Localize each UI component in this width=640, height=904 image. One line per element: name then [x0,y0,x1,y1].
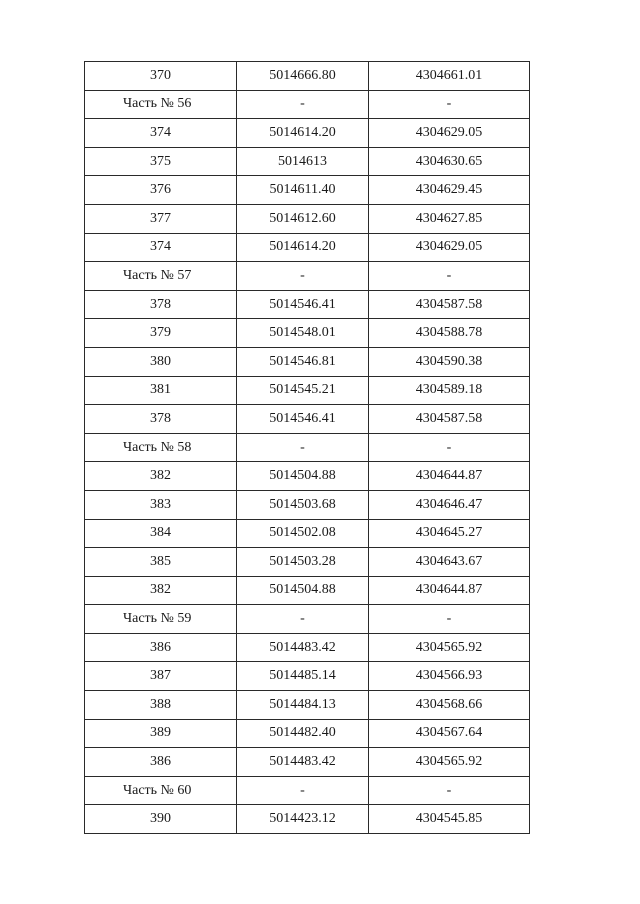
part-label-cell: Часть № 58 [85,433,237,462]
y-coordinate-cell: 4304567.64 [369,719,530,748]
point-number-cell: 374 [85,233,237,262]
x-coordinate-cell: 5014483.42 [237,748,369,777]
x-coordinate-cell: 5014612.60 [237,204,369,233]
table-row [85,805,530,834]
x-coordinate-cell: 5014613 [237,147,369,176]
coordinates-table-body [85,62,530,834]
table-row [85,176,530,205]
x-coordinate-cell: 5014546.41 [237,405,369,434]
point-number-cell: 386 [85,633,237,662]
y-coordinate-cell: 4304629.45 [369,176,530,205]
y-coordinate-cell: 4304629.05 [369,233,530,262]
y-coordinate-cell: 4304566.93 [369,662,530,691]
point-number-cell: 390 [85,805,237,834]
x-coordinate-cell: 5014484.13 [237,691,369,720]
table-row [85,462,530,491]
x-coordinate-cell: 5014482.40 [237,719,369,748]
x-coordinate-cell: 5014504.88 [237,462,369,491]
point-number-cell: 379 [85,319,237,348]
y-coordinate-cell: - [369,90,530,119]
point-number-cell: 388 [85,691,237,720]
x-coordinate-cell: 5014546.41 [237,290,369,319]
x-coordinate-cell: - [237,776,369,805]
y-coordinate-cell: - [369,605,530,634]
point-number-cell: 387 [85,662,237,691]
x-coordinate-cell: - [237,90,369,119]
table-row [85,748,530,777]
table-row [85,347,530,376]
y-coordinate-cell: 4304644.87 [369,576,530,605]
point-number-cell: 382 [85,576,237,605]
y-coordinate-cell: 4304565.92 [369,748,530,777]
y-coordinate-cell: 4304630.65 [369,147,530,176]
table-row [85,691,530,720]
x-coordinate-cell: 5014614.20 [237,119,369,148]
y-coordinate-cell: - [369,433,530,462]
point-number-cell: 389 [85,719,237,748]
part-label-cell: Часть № 60 [85,776,237,805]
point-number-cell: 385 [85,548,237,577]
x-coordinate-cell: 5014504.88 [237,576,369,605]
y-coordinate-cell: - [369,262,530,291]
y-coordinate-cell: 4304644.87 [369,462,530,491]
point-number-cell: 374 [85,119,237,148]
table-row [85,548,530,577]
part-label-cell: Часть № 59 [85,605,237,634]
x-coordinate-cell: 5014546.81 [237,347,369,376]
x-coordinate-cell: 5014611.40 [237,176,369,205]
table-row [85,719,530,748]
part-label-cell: Часть № 56 [85,90,237,119]
table-row [85,405,530,434]
point-number-cell: 370 [85,62,237,91]
part-label-cell: Часть № 57 [85,262,237,291]
x-coordinate-cell: 5014502.08 [237,519,369,548]
x-coordinate-cell: 5014545.21 [237,376,369,405]
point-number-cell: 378 [85,290,237,319]
x-coordinate-cell: - [237,433,369,462]
table-row [85,490,530,519]
coordinates-table [84,61,530,834]
y-coordinate-cell: 4304590.38 [369,347,530,376]
y-coordinate-cell: 4304643.67 [369,548,530,577]
y-coordinate-cell: 4304588.78 [369,319,530,348]
y-coordinate-cell: 4304587.58 [369,290,530,319]
y-coordinate-cell: 4304661.01 [369,62,530,91]
table-row [85,290,530,319]
table-row [85,576,530,605]
part-header-row [85,605,530,634]
x-coordinate-cell: 5014666.80 [237,62,369,91]
y-coordinate-cell: 4304627.85 [369,204,530,233]
table-row [85,62,530,91]
y-coordinate-cell: 4304545.85 [369,805,530,834]
point-number-cell: 375 [85,147,237,176]
table-row [85,519,530,548]
point-number-cell: 383 [85,490,237,519]
point-number-cell: 378 [85,405,237,434]
table-row [85,204,530,233]
y-coordinate-cell: 4304645.27 [369,519,530,548]
x-coordinate-cell: 5014485.14 [237,662,369,691]
point-number-cell: 386 [85,748,237,777]
point-number-cell: 381 [85,376,237,405]
table-row [85,147,530,176]
y-coordinate-cell: 4304589.18 [369,376,530,405]
part-header-row [85,262,530,291]
x-coordinate-cell: 5014614.20 [237,233,369,262]
table-row [85,233,530,262]
x-coordinate-cell: - [237,262,369,291]
x-coordinate-cell: 5014423.12 [237,805,369,834]
table-row [85,376,530,405]
point-number-cell: 380 [85,347,237,376]
y-coordinate-cell: 4304568.66 [369,691,530,720]
y-coordinate-cell: 4304629.05 [369,119,530,148]
part-header-row [85,433,530,462]
y-coordinate-cell: 4304565.92 [369,633,530,662]
y-coordinate-cell: 4304587.58 [369,405,530,434]
table-row [85,633,530,662]
part-header-row [85,776,530,805]
table-row [85,119,530,148]
y-coordinate-cell: - [369,776,530,805]
point-number-cell: 376 [85,176,237,205]
point-number-cell: 384 [85,519,237,548]
x-coordinate-cell: 5014503.68 [237,490,369,519]
y-coordinate-cell: 4304646.47 [369,490,530,519]
x-coordinate-cell: 5014483.42 [237,633,369,662]
x-coordinate-cell: 5014548.01 [237,319,369,348]
x-coordinate-cell: - [237,605,369,634]
point-number-cell: 377 [85,204,237,233]
x-coordinate-cell: 5014503.28 [237,548,369,577]
table-row [85,319,530,348]
part-header-row [85,90,530,119]
point-number-cell: 382 [85,462,237,491]
table-row [85,662,530,691]
